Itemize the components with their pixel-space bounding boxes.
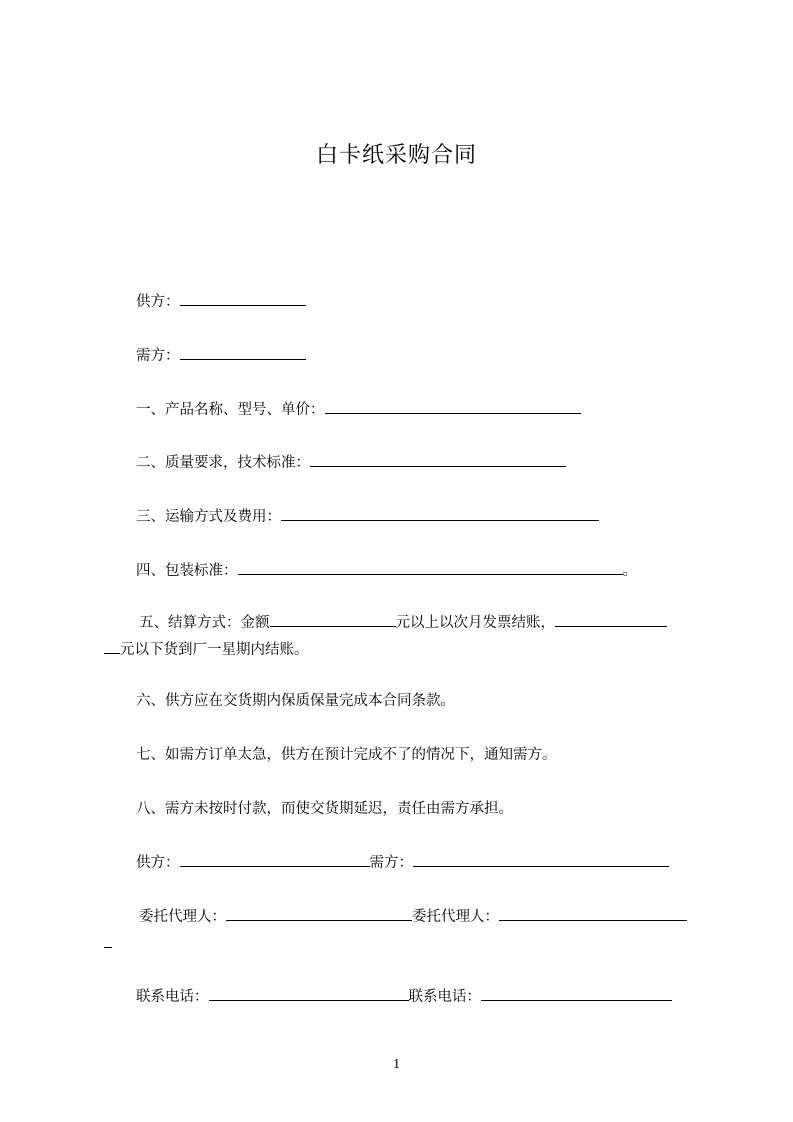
clause-3 [136,506,599,527]
signature-agent-blank-right [499,906,687,921]
clause-4-text: 四、包装标准： [136,563,238,579]
signature-buyer-blank [413,852,669,867]
clause-4 [136,560,637,581]
signature-parties-line [136,852,669,873]
clause-1-text: 一、产品名称、型号、单价： [136,402,325,418]
buyer-blank [180,345,306,360]
signature-agent-line-cont [104,933,112,954]
buyer-line [136,345,306,366]
signature-phone-label-right: 联系电话： [408,989,481,1005]
clause-5-text-b: 元以上以次月发票结账， [395,615,555,631]
page-number: 1 [393,1057,400,1072]
clause-8 [136,799,513,819]
clause-6-text: 六、供方应在交货期内保质保量完成本合同条款。 [136,693,455,709]
signature-supplier-blank [180,852,370,867]
clause-5-text-a: 五、结算方式：金额 [139,615,270,631]
clause-3-blank [281,506,599,521]
signature-phone-line [136,986,672,1007]
clause-6 [136,691,455,711]
signature-phone-label-left: 联系电话： [136,989,209,1005]
signature-supplier-label: 供方： [136,855,180,871]
signature-phone-blank-left [209,986,409,1001]
supplier-blank [180,291,306,306]
clause-5-line-1 [139,612,667,633]
signature-buyer-label: 需方： [369,855,413,871]
clause-1 [136,399,581,420]
clause-7 [136,745,557,765]
signature-agent-label-left: 委托代理人： [139,909,226,925]
signature-phone-blank-right [481,986,672,1001]
clause-5-line-2 [104,639,309,660]
clause-5-amount2-blank [555,612,667,627]
document-title: 白卡纸采购合同 [315,143,477,168]
clause-7-text: 七、如需方订单太急，供方在预计完成不了的情况下，通知需方。 [136,747,557,763]
clause-4-blank [238,560,623,575]
signature-agent-line [139,906,687,927]
buyer-label: 需方： [136,348,180,364]
signature-agent-blank-left [226,906,412,921]
clause-2-text: 二、质量要求，技术标准： [136,455,310,471]
clause-5-text-c: 元以下货到厂一星期内结账。 [120,642,309,658]
signature-agent-label-right: 委托代理人： [412,909,499,925]
clause-1-blank [325,399,581,414]
supplier-label: 供方： [136,294,180,310]
clause-8-text: 八、需方未按时付款，而使交货期延迟，责任由需方承担。 [136,801,513,817]
clause-5-amount-blank [270,612,396,627]
clause-2-blank [310,452,566,467]
supplier-line [136,291,306,312]
signature-agent-blank-right-cont [104,933,112,948]
clause-2 [136,452,566,473]
clause-4-end: 。 [622,563,637,579]
clause-5-amount2-blank-cont [104,639,120,654]
clause-3-text: 三、运输方式及费用： [136,509,281,525]
